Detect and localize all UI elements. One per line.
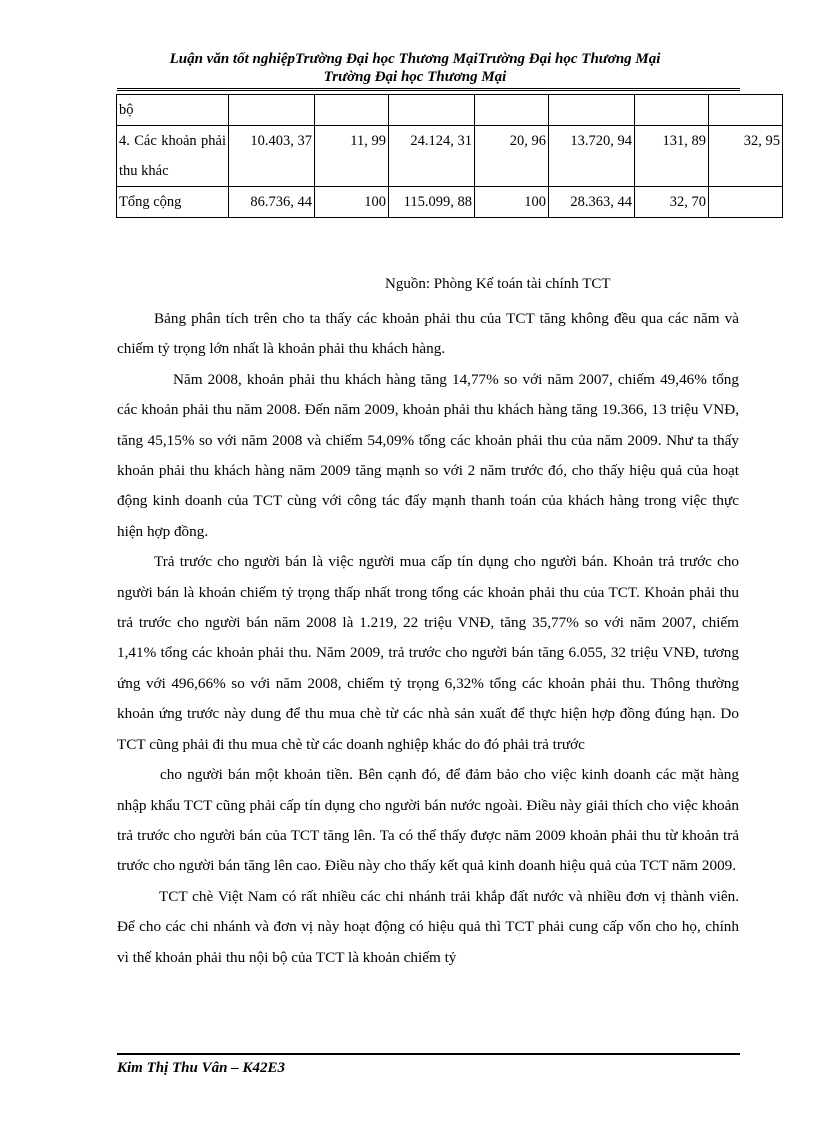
page-footer: Kim Thị Thu Vân – K42E3 (117, 1060, 285, 1076)
paragraph: Năm 2008, khoản phải thu khách hàng tăng 14,77% so với năm 2007, chiếm 49,46% tổng các khoản phải thu năm 2008. Đến năm 2009, khoản phải thu khách hàng tăng 19.366, 13 triệu VNĐ, tăng 45,15% so với năm 2008 và chiếm 54,09% tổng các khoản phải thu của năm 2009. Như ta thấy khoản phải thu khách hàng năm 2009 tăng mạnh so với 2 năm trước đó, cho thấy hiệu quả của hoạt động kinh doanh của TCT cùng với công tác đẩy mạnh thanh toán của khách hàng trong việc thực hiện hợp đồng. (117, 370, 739, 540)
table-cell (315, 95, 389, 126)
table-cell: 100 (315, 187, 389, 218)
table-row (117, 126, 783, 187)
table-cell: 115.099, 88 (389, 187, 475, 218)
table-cell: 10.403, 37 (229, 126, 315, 187)
table-cell: 32, 70 (635, 187, 709, 218)
table-cell: 24.124, 31 (389, 126, 475, 187)
table-cell (229, 95, 315, 126)
table-cell: 28.363, 44 (549, 187, 635, 218)
row-label: Tổng cộng (117, 187, 229, 218)
table-cell (549, 95, 635, 126)
table-cell (635, 95, 709, 126)
table-cell: 86.736, 44 (229, 187, 315, 218)
receivables-table (116, 94, 783, 218)
table-cell: 32, 95 (709, 126, 783, 187)
paragraph: Bảng phân tích trên cho ta thấy các khoản phải thu của TCT tăng không đều qua các năm và chiếm tỷ trọng lớn nhất là khoản phải thu khách hàng. (117, 310, 739, 358)
table-cell: 13.720, 94 (549, 126, 635, 187)
header-line-1: Luận văn tốt nghiệpTrường Đại học Thương MạiTrường Đại học Thương Mại (169, 51, 661, 67)
table-cell (709, 95, 783, 126)
table-row (117, 187, 783, 218)
table-cell: 11, 99 (315, 126, 389, 187)
paragraph: Trả trước cho người bán là việc người mua cấp tín dụng cho người bán. Khoản trả trước cho người bán là khoản chiếm tỷ trọng thấp nhất trong tổng các khoản phải thu của TCT. Khoản phải thu trả trước cho người bán năm 2008 là 1.219, 22 triệu VNĐ, tăng 35,77% so với năm 2007, chiếm 1,41% tổng các khoản phải thu. Năm 2009, trả trước cho người bán tăng 6.055, 32 triệu VNĐ, tương ứng với 496,66% so với năm 2008, chiếm tỷ trọng 6,32% tổng các khoản phải thu. Thông thường khoản ứng trước này dung để thu mua chè từ các nhà sản xuất để thực hiện hợp đồng đúng hạn. Do TCT cũng phải đi thu mua chè từ các doanh nghiệp khác do đó phải trả trước (117, 553, 739, 753)
table-cell: 20, 96 (475, 126, 549, 187)
table-cell (389, 95, 475, 126)
paragraph: cho người bán một khoản tiền. Bên cạnh đó, để đảm bảo cho việc kinh doanh các mặt hàng nhập khẩu TCT cũng phải cấp tín dụng cho người bán nước ngoài. Điều này giải thích cho việc khoản trả trước cho người bán của TCT tăng lên. Ta có thể thấy được năm 2009 khoản phải thu từ khoản trả trước cho người bán tăng lên cao. Điều này cho thấy kết quả kinh doanh hiệu quả của TCT năm 2009. (117, 766, 739, 875)
body-text (117, 304, 739, 973)
table-cell: 131, 89 (635, 126, 709, 187)
table-row (117, 95, 783, 126)
page-header (90, 50, 740, 86)
table-source-note: Nguồn: Phòng Kế toán tài chính TCT (385, 276, 611, 292)
row-label: bộ (117, 95, 229, 126)
footer-divider (117, 1053, 740, 1055)
paragraph: TCT chè Việt Nam có rất nhiều các chi nhánh trải khắp đất nước và nhiều đơn vị thành viên. Để cho các chi nhánh và đơn vị này hoạt động có hiệu quả thì TCT phải cung cấp vốn cho họ, chính vì thế khoản phải thu nội bộ của TCT là khoản chiếm tỷ (117, 887, 739, 966)
table-cell (709, 187, 783, 218)
row-label: 4. Các khoản phải thu khác (117, 126, 229, 187)
table-cell (475, 95, 549, 126)
header-line-2: Trường Đại học Thương Mại (323, 69, 507, 85)
header-divider (117, 88, 740, 91)
table-cell: 100 (475, 187, 549, 218)
